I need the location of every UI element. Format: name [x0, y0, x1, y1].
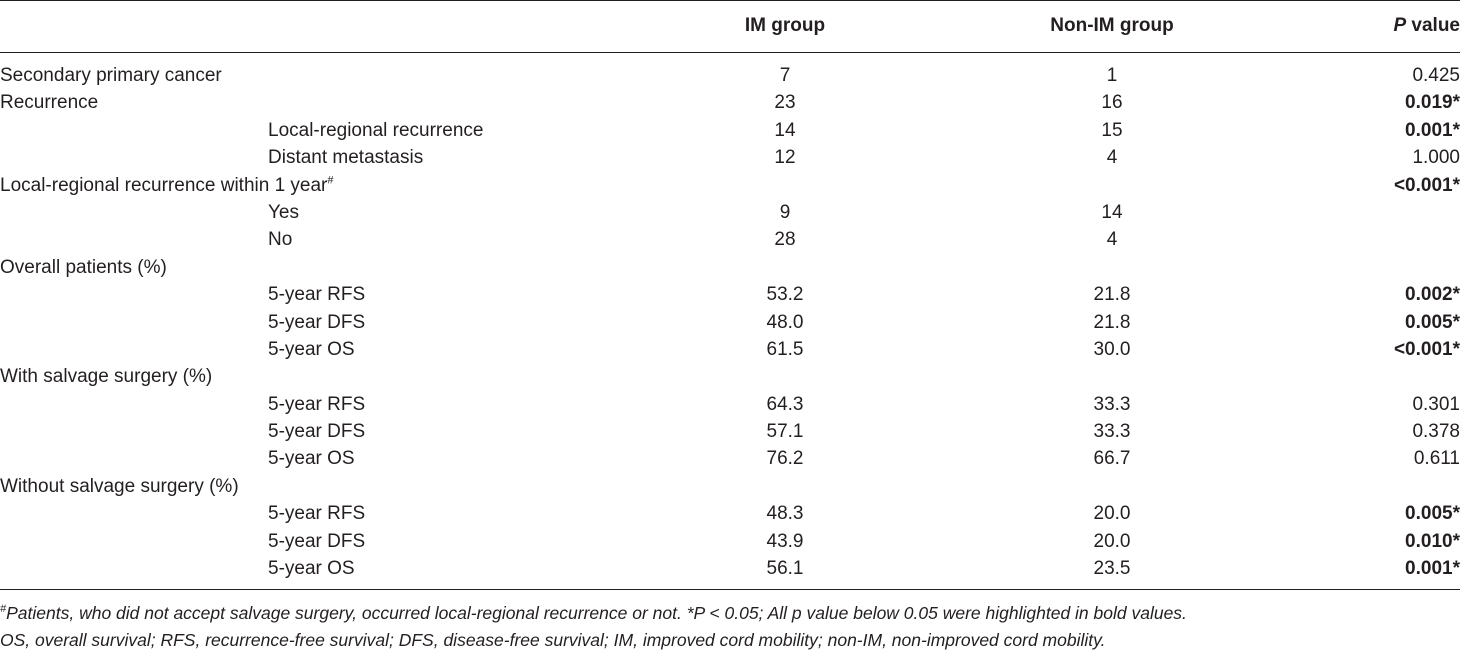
cell-p-value: 0.611: [1413, 448, 1460, 470]
row-label: [268, 281, 365, 308]
cell-im-group: 23: [774, 92, 796, 114]
table-row: [0, 117, 1460, 144]
row-label-text: Overall patients (%): [0, 256, 167, 278]
table-row: [0, 144, 1460, 171]
row-label-text: Recurrence: [0, 92, 99, 114]
cell-non-im-group: 16: [1101, 92, 1123, 114]
cell-im-group: 9: [779, 201, 791, 223]
cell-p-value: 0.001*: [1405, 558, 1460, 580]
cell-p-value: 0.378: [1412, 421, 1460, 443]
footnote-1-marker: #: [0, 603, 7, 616]
table-row: [0, 199, 1460, 226]
cell-p-value: <0.001*: [1393, 338, 1460, 360]
table-row: [0, 281, 1460, 308]
row-label-text: 5-year OS: [268, 338, 355, 360]
row-label: [0, 254, 167, 281]
row-label-text: 5-year OS: [268, 558, 355, 580]
header-im-group: IM group: [744, 15, 826, 36]
header-p-value: [1393, 15, 1460, 37]
cell-non-im-group: 15: [1101, 119, 1123, 141]
cell-im-group: 76.2: [766, 448, 804, 470]
cell-p-value: 0.005*: [1405, 311, 1460, 333]
header-p-letter: P: [1393, 15, 1407, 36]
cell-non-im-group: 21.8: [1093, 311, 1131, 333]
cell-non-im-group: 4: [1106, 229, 1118, 251]
header-non-im-group: Non-IM group: [1050, 15, 1174, 36]
cell-non-im-group: 20.0: [1093, 503, 1131, 525]
cell-im-group: 7: [779, 65, 791, 86]
row-label: [268, 555, 355, 582]
cell-non-im-group: 4: [1106, 147, 1118, 169]
cell-im-group: 61.5: [766, 338, 804, 360]
cell-im-group: 28: [774, 229, 796, 251]
row-label: [268, 528, 365, 555]
row-label: [0, 62, 222, 89]
cell-p-value: 0.010*: [1405, 530, 1460, 552]
footnote-1: [0, 600, 1460, 627]
footnote-2: OS, overall survival; RFS, recurrence-free survival; DFS, disease-free survival; IM, improved cord mobility; non-IM, non-improved cord mobility.: [0, 630, 1106, 650]
row-label-text: With salvage surgery (%): [0, 366, 213, 388]
cell-p-value: 1.000: [1412, 147, 1460, 169]
table-footnotes: [0, 600, 1460, 654]
cell-im-group: 12: [774, 147, 796, 169]
row-label-text: 5-year RFS: [268, 503, 366, 525]
row-label: [0, 363, 212, 390]
row-label: [268, 418, 365, 445]
row-label: [268, 199, 299, 226]
row-label-text: Local-regional recurrence: [268, 119, 484, 141]
cell-p-value: 0.005*: [1405, 503, 1460, 525]
cell-non-im-group: 14: [1101, 201, 1123, 223]
cell-im-group: 14: [774, 119, 796, 141]
cell-p-value: 0.301: [1412, 393, 1460, 415]
cell-non-im-group: 66.7: [1093, 448, 1131, 470]
table-body: [0, 62, 1460, 582]
table-header-rule: [0, 52, 1460, 53]
cell-im-group: 64.3: [766, 393, 804, 415]
table-row: [0, 336, 1460, 363]
cell-p-value: 0.002*: [1405, 284, 1460, 306]
cell-im-group: 53.2: [766, 284, 804, 306]
cell-p-value: <0.001*: [1393, 174, 1460, 196]
row-label: [268, 144, 423, 171]
cell-im-group: 48.0: [766, 311, 804, 333]
row-label: [268, 391, 365, 418]
table-row: [0, 309, 1460, 336]
row-label-text: No: [268, 229, 293, 251]
row-label: [268, 309, 365, 336]
row-label: [268, 445, 355, 472]
row-label: [268, 226, 292, 253]
header-p-rest: value: [1406, 15, 1460, 36]
cell-non-im-group: 33.3: [1093, 393, 1131, 415]
cell-non-im-group: 20.0: [1093, 530, 1131, 552]
row-label-text: 5-year OS: [268, 448, 355, 470]
cell-p-value: 0.001*: [1405, 119, 1460, 141]
row-label: [268, 500, 365, 527]
cell-non-im-group: 23.5: [1093, 558, 1131, 580]
row-label-text: 5-year DFS: [268, 311, 366, 333]
row-label: [268, 117, 483, 144]
row-label-text: Local-regional recurrence within 1 year: [0, 174, 328, 196]
row-label: [268, 336, 355, 363]
table-row: [0, 555, 1460, 582]
cell-non-im-group: 30.0: [1093, 338, 1131, 360]
cell-non-im-group: 1: [1106, 65, 1118, 86]
cell-im-group: 57.1: [766, 421, 804, 443]
table-row: [0, 500, 1460, 527]
cell-im-group: 56.1: [766, 558, 804, 580]
table-row: [0, 418, 1460, 445]
cell-p-value: 0.425: [1412, 65, 1460, 86]
cell-non-im-group: 33.3: [1093, 421, 1131, 443]
row-label: [0, 473, 239, 500]
row-label-text: Without salvage surgery (%): [0, 475, 239, 497]
table-row: [0, 473, 1460, 500]
row-label-text: Distant metastasis: [268, 147, 424, 169]
row-label-text: Yes: [268, 201, 299, 223]
table-row: [0, 391, 1460, 418]
table-row: [0, 62, 1460, 89]
table-row: [0, 89, 1460, 116]
table-row: [0, 172, 1460, 199]
cell-p-value: 0.019*: [1405, 92, 1460, 114]
row-label-text: 5-year DFS: [268, 530, 366, 552]
table-bottom-rule: [0, 589, 1460, 590]
table-row: [0, 226, 1460, 253]
row-label-text: 5-year RFS: [268, 284, 366, 306]
table-row: [0, 254, 1460, 281]
table-row: [0, 528, 1460, 555]
cell-im-group: 48.3: [766, 503, 804, 525]
cell-non-im-group: 21.8: [1093, 284, 1131, 306]
row-label: [0, 89, 98, 116]
row-label-footnote-marker: #: [327, 174, 334, 187]
row-label-text: 5-year DFS: [268, 421, 366, 443]
footnote-1-text: Patients, who did not accept salvage surgery, occurred local-regional recurrence or not. *P < 0.05; All p value below 0.05 were highlighted in bold values.: [6, 603, 1187, 623]
table-header: [0, 0, 1460, 52]
cell-im-group: 43.9: [766, 530, 804, 552]
row-label: [0, 172, 334, 199]
row-label-text: Secondary primary cancer: [0, 65, 222, 86]
table-row: [0, 445, 1460, 472]
table-row: [0, 363, 1460, 390]
row-label-text: 5-year RFS: [268, 393, 366, 415]
